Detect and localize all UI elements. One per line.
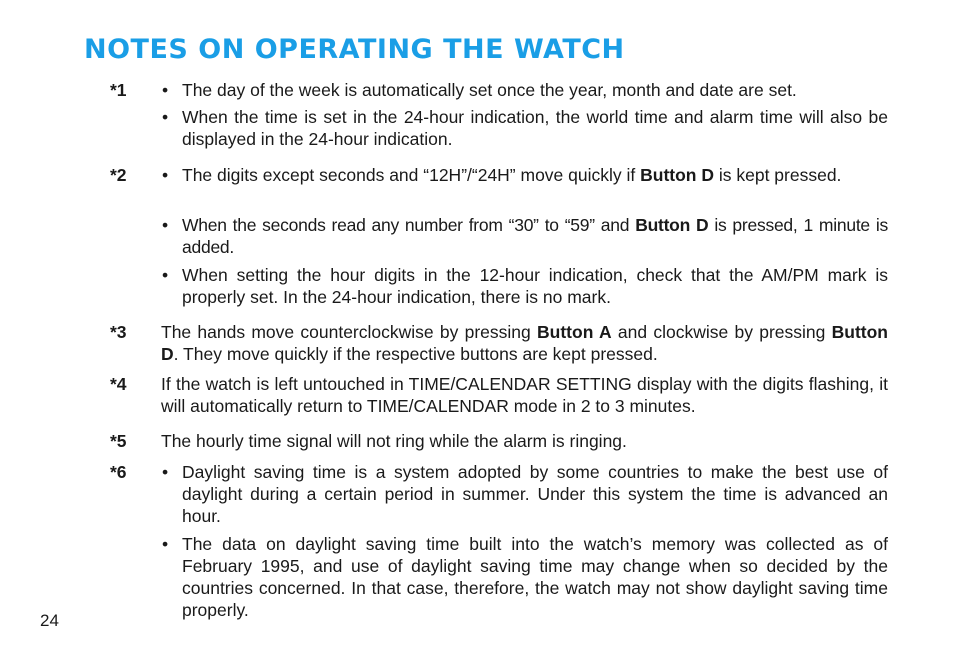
bullet: •: [162, 215, 169, 235]
bullet: •: [162, 462, 169, 482]
note-item: When the seconds read any number from “30” to “59” and Button D is pressed, 1 minute is added.: [182, 215, 888, 257]
note-text: The hands move counterclockwise by pressing Button A and clockwise by pressing Button D. They move quickly if the respective buttons are kept pressed.: [161, 322, 888, 364]
note-item: When setting the hour digits in the 12-hour indication, check that the AM/PM mark is properly set. In the 24-hour indication, there is no mark.: [182, 265, 888, 307]
bullet: •: [162, 107, 169, 127]
note-marker: *6: [110, 462, 127, 482]
note-item: When the time is set in the 24-hour indication, the world time and alarm time will also be displayed in the 24-hour indication.: [182, 107, 888, 149]
note-marker: *4: [110, 374, 127, 394]
note-text: If the watch is left untouched in TIME/CALENDAR SETTING display with the digits flashing, it will automatically return to TIME/CALENDAR mode in 2 to 3 minutes.: [161, 374, 888, 416]
note-marker: *3: [110, 322, 127, 342]
note-item: Daylight saving time is a system adopted by some countries to make the best use of daylight during a certain period in summer. Under this system the time is advanced an hour.: [182, 462, 888, 526]
note-item: The day of the week is automatically set once the year, month and date are set.: [182, 80, 797, 100]
page-number: 24: [40, 611, 59, 630]
note-marker: *1: [110, 80, 127, 100]
bullet: •: [162, 534, 169, 554]
note-item: The digits except seconds and “12H”/“24H” move quickly if Button D is kept pressed.: [182, 165, 842, 185]
note-marker: *2: [110, 165, 127, 185]
bullet: •: [162, 165, 169, 185]
page-title: NOTES ON OPERATING THE WATCH: [84, 34, 625, 65]
note-text: The hourly time signal will not ring while the alarm is ringing.: [161, 431, 627, 451]
note-item: The data on daylight saving time built into the watch’s memory was collected as of February 1995, and use of daylight saving time may change when so decided by the countries concerned. In that case, therefore, the watch may not show daylight saving time properly.: [182, 534, 888, 620]
bullet: •: [162, 80, 169, 100]
bullet: •: [162, 265, 169, 285]
note-marker: *5: [110, 431, 127, 451]
